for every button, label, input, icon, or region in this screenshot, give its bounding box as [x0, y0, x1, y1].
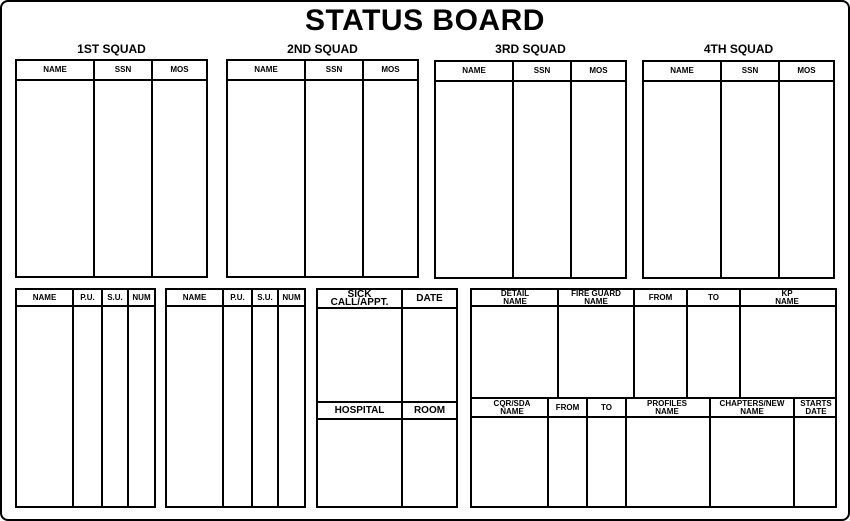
col-header-ssn: SSN: [741, 66, 759, 75]
column-divider: [401, 290, 403, 506]
squad-2-table: [226, 59, 419, 278]
header-divider: [17, 79, 206, 81]
squad-3-title: 3RD SQUAD: [495, 42, 566, 56]
column-divider: [512, 62, 514, 277]
squad-1-title: 1ST SQUAD: [77, 42, 146, 56]
col-header-name: NAME: [32, 292, 57, 302]
col-header-profiles-name: PROFILES NAME: [646, 398, 687, 416]
col-header-chapters-new-name: CHAPTERS/NEW NAME: [719, 398, 785, 416]
column-divider: [686, 290, 688, 397]
header-divider: [644, 80, 833, 82]
header-divider: [472, 416, 835, 418]
col-header-sick-call: SICK CALL/APPT.: [330, 288, 389, 308]
column-divider: [778, 62, 780, 277]
col-header-starts-date: STARTS DATE: [800, 398, 832, 416]
col-header-cqr-sda-name: CQR/SDA NAME: [493, 398, 531, 416]
col-header-mos: MOS: [797, 66, 816, 75]
col-header-from: FROM: [555, 402, 580, 412]
column-divider: [93, 61, 95, 276]
col-header-from: FROM: [648, 292, 673, 302]
col-header-name: NAME: [254, 65, 278, 74]
column-divider: [222, 290, 224, 506]
column-divider: [151, 61, 153, 276]
roster-2-table: [165, 288, 306, 508]
header-divider: [17, 305, 154, 307]
squad-4-title: 4TH SQUAD: [703, 42, 774, 56]
squad-3-table: [434, 60, 627, 279]
col-header-name: NAME: [670, 66, 694, 75]
col-header-ssn: SSN: [114, 65, 132, 74]
col-header-mos: MOS: [589, 66, 608, 75]
column-divider: [625, 399, 627, 506]
col-header-date: DATE: [416, 292, 443, 304]
col-header-kp-name: KP NAME: [775, 288, 799, 306]
col-header-to: TO: [708, 292, 719, 302]
col-header-room: ROOM: [413, 404, 446, 416]
column-divider: [739, 290, 741, 397]
col-header-to: TO: [601, 402, 612, 412]
column-divider: [570, 62, 572, 277]
column-divider: [127, 290, 129, 506]
column-divider: [720, 62, 722, 277]
column-divider: [72, 290, 74, 506]
col-header-detail-name: DETAIL NAME: [500, 288, 530, 306]
column-divider: [793, 399, 795, 506]
col-header-num: NUM: [282, 292, 301, 302]
roster-1-table: [15, 288, 156, 508]
duties-top-table: [470, 288, 837, 399]
col-header-pu: P.U.: [80, 292, 95, 302]
header-divider: [167, 305, 304, 307]
col-header-num: NUM: [132, 292, 151, 302]
squad-1-table: [15, 59, 208, 278]
header-divider: [228, 79, 417, 81]
squad-4-table: [642, 60, 835, 279]
column-divider: [101, 290, 103, 506]
header-divider: [318, 418, 456, 420]
header-divider: [436, 80, 625, 82]
col-header-ssn: SSN: [533, 66, 551, 75]
board-title: STATUS BOARD: [305, 4, 545, 37]
col-header-ssn: SSN: [325, 65, 343, 74]
col-header-name: NAME: [462, 66, 486, 75]
col-header-hospital: HOSPITAL: [334, 404, 385, 416]
col-header-mos: MOS: [381, 65, 400, 74]
col-header-name: NAME: [43, 65, 67, 74]
column-divider: [304, 61, 306, 276]
column-divider: [362, 61, 364, 276]
col-header-fire-guard-name: FIRE GUARD NAME: [571, 288, 621, 306]
col-header-su: S.U.: [107, 292, 123, 302]
col-header-su: S.U.: [257, 292, 273, 302]
col-header-mos: MOS: [170, 65, 189, 74]
medical-table: [316, 288, 458, 508]
column-divider: [633, 290, 635, 397]
squad-2-title: 2ND SQUAD: [287, 42, 358, 56]
col-header-name: NAME: [182, 292, 207, 302]
column-divider: [557, 290, 559, 397]
duties-bottom-table: [470, 397, 837, 508]
column-divider: [277, 290, 279, 506]
column-divider: [251, 290, 253, 506]
col-header-pu: P.U.: [230, 292, 245, 302]
